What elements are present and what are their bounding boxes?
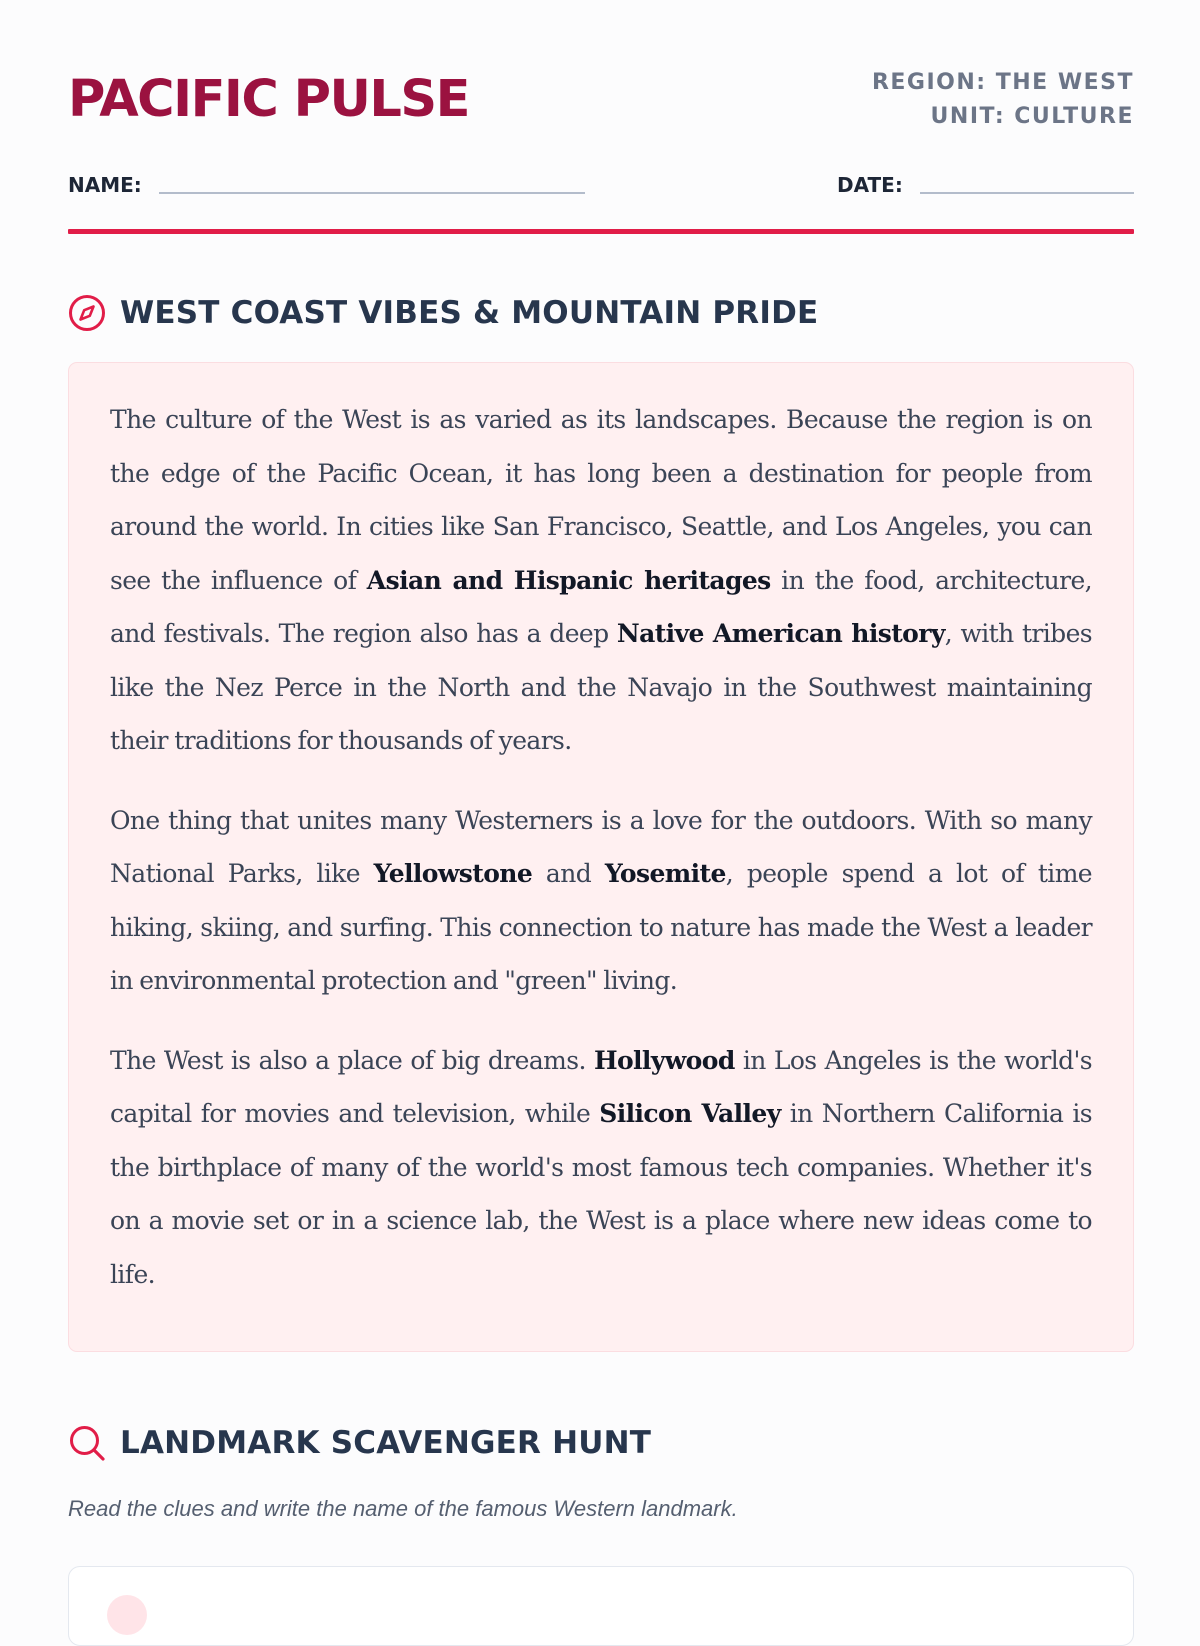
- search-icon: [68, 1424, 106, 1462]
- passage-text: The West is also a place of big dreams.: [110, 1045, 594, 1075]
- passage-paragraph: [110, 794, 1092, 1008]
- worksheet-header: [68, 62, 1134, 142]
- clue-card: [68, 1566, 1134, 1646]
- unit-label: UNIT: CULTURE: [930, 104, 1134, 129]
- passage-text: , with tribes like the Nez Perce in the North and the Navajo in the Southwest maintaining their traditions for thousands of years.: [110, 619, 1092, 755]
- section-title: WEST COAST VIBES & MOUNTAIN PRIDE: [120, 295, 819, 331]
- clue-number-badge: [107, 1595, 147, 1635]
- student-info-fields: [68, 170, 1134, 200]
- reading-passage: [68, 362, 1134, 1352]
- section-heading-scavenger-hunt: [68, 1422, 1134, 1466]
- section-heading-culture: [68, 292, 1134, 336]
- passage-text: One thing that unites many Westerners is a love for the outdoors. With so many National Parks, like: [110, 805, 1092, 888]
- passage-text: The culture of the West is as varied as its landscapes. Because the region is on the edge of the Pacific Ocean, it has long been a destination for people from around the world. In cities like San Francisco, Seattle, and Los Angeles, you can see the influence of: [110, 405, 1092, 595]
- passage-text: and: [532, 859, 605, 888]
- section-title: LANDMARK SCAVENGER HUNT: [120, 1425, 652, 1461]
- key-term: Asian and Hispanic heritages: [366, 565, 771, 595]
- passage-text: in Los Angeles is the world's capital for movies and television, while: [110, 1045, 1092, 1128]
- name-label: NAME:: [68, 173, 142, 197]
- worksheet-page: [68, 0, 1134, 1600]
- key-term: Hollywood: [593, 1045, 735, 1075]
- passage-text: in the food, architecture, and festivals. The region also has a deep: [110, 565, 1092, 648]
- worksheet-title: PACIFIC PULSE: [68, 70, 469, 129]
- key-term: Silicon Valley: [599, 1099, 781, 1128]
- key-term: Yellowstone: [373, 859, 533, 888]
- passage-text: in Northern California is the birthplace of many of the world's most famous tech companies. Whether it's on a movie set or in a science lab, the West is a place where new ideas come to life.: [110, 1099, 1092, 1289]
- date-label: DATE:: [837, 173, 903, 197]
- compass-icon: [68, 294, 106, 332]
- passage-text: , people spend a lot of time hiking, skiing, and surfing. This connection to nature has made the West a leader in environmental protection and "green" living.: [110, 859, 1092, 995]
- key-term: Yosemite: [604, 859, 726, 888]
- region-label: REGION: THE WEST: [871, 70, 1134, 95]
- worksheet-meta: [872, 66, 1134, 134]
- passage-paragraph: [110, 393, 1092, 768]
- passage-paragraph: [110, 1034, 1092, 1302]
- key-term: Native American history: [616, 619, 945, 648]
- date-field[interactable]: [920, 192, 1134, 194]
- activity-instructions: Read the clues and write the name of the famous Western landmark.: [68, 1496, 738, 1521]
- header-divider: [68, 229, 1134, 234]
- name-field[interactable]: [159, 192, 585, 194]
